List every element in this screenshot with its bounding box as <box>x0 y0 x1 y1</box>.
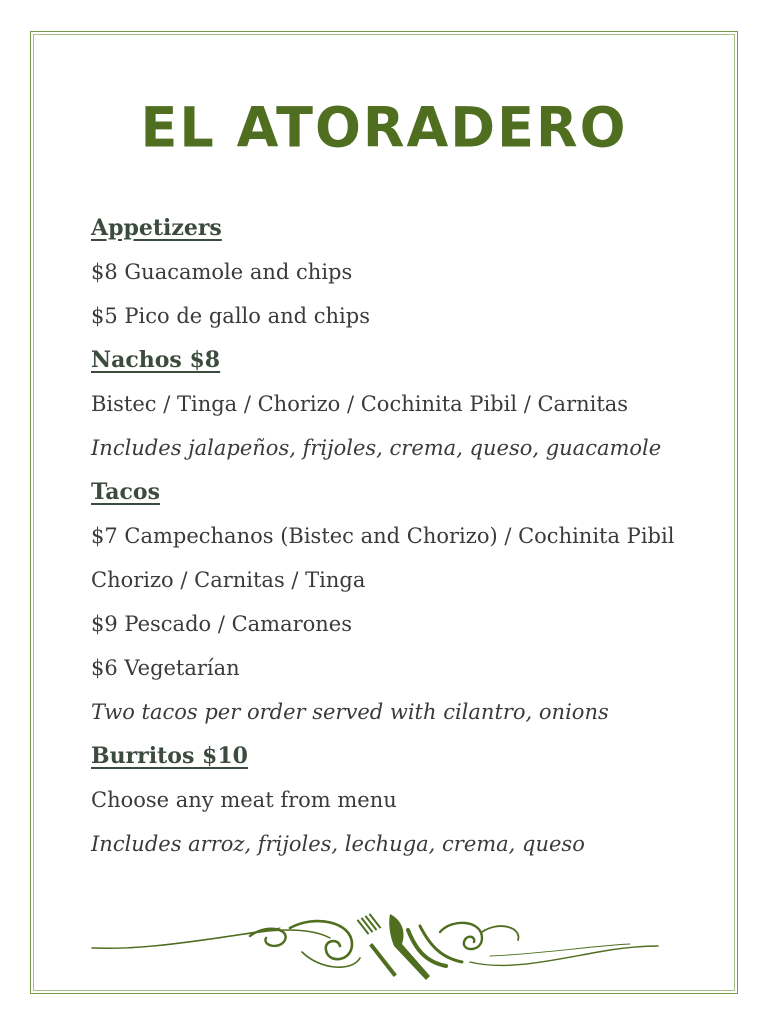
nachos-heading: Nachos $8 <box>91 347 221 373</box>
menu-item: $8 Guacamole and chips <box>91 260 353 284</box>
burritos-note: Includes arroz, frijoles, lechuga, crema, queso <box>91 832 585 856</box>
menu-item: Bistec / Tinga / Chorizo / Cochinita Pibil / Carnitas <box>91 392 629 416</box>
menu-item: $9 Pescado / Camarones <box>91 612 353 636</box>
nachos-note: Includes jalapeños, frijoles, crema, queso, guacamole <box>91 436 662 460</box>
menu-item: $7 Campechanos (Bistec and Chorizo) / Cochinita Pibil <box>91 524 675 548</box>
tacos-heading: Tacos <box>91 479 160 505</box>
restaurant-title: EL ATORADERO <box>140 95 628 160</box>
menu-item: Choose any meat from menu <box>91 788 397 812</box>
menu-item: Chorizo / Carnitas / Tinga <box>91 568 366 592</box>
menu-item: $6 Vegetarían <box>91 656 240 680</box>
menu-content <box>91 206 711 866</box>
burritos-heading: Burritos $10 <box>91 743 248 769</box>
fork-knife-flourish-icon <box>90 910 660 982</box>
appetizers-heading: Appetizers <box>91 215 222 241</box>
menu-item: $5 Pico de gallo and chips <box>91 304 370 328</box>
tacos-note: Two tacos per order served with cilantro, onions <box>91 700 609 724</box>
